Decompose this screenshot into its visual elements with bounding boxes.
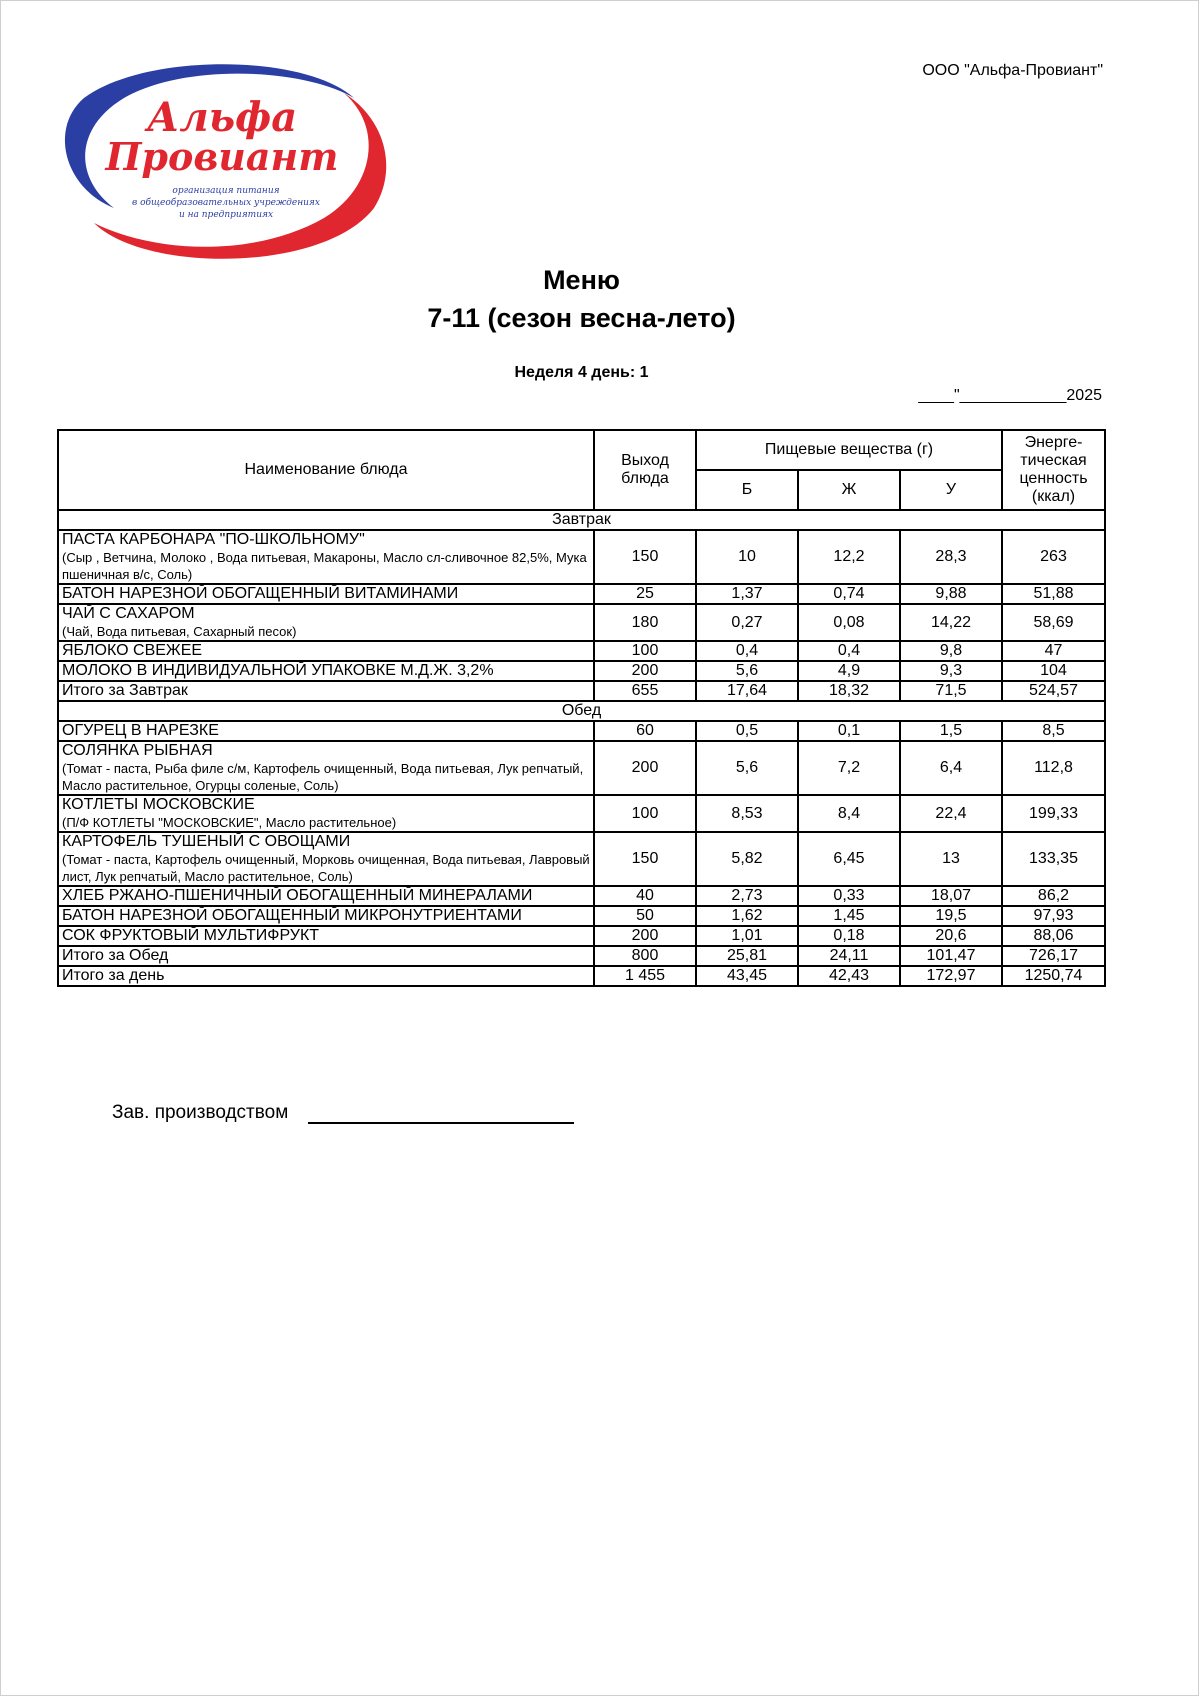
value-b: 5,6 [696, 741, 798, 795]
dish-name: ПАСТА КАРБОНАРА "ПО-ШКОЛЬНОМУ" [62, 531, 365, 548]
header-yield: Выход блюда [594, 430, 696, 510]
value-kcal: 133,35 [1002, 832, 1105, 886]
value-b: 2,73 [696, 886, 798, 906]
dish-name: ХЛЕБ РЖАНО-ПШЕНИЧНЫЙ ОБОГАЩЕННЫЙ МИНЕРАЛАМИ [62, 887, 533, 904]
dish-cell [58, 661, 594, 681]
header-nutrients: Пищевые вещества (г) [696, 430, 1002, 470]
value-zh: 0,1 [798, 721, 900, 741]
dish-name: ЯБЛОКО СВЕЖЕЕ [62, 642, 203, 659]
header-zh: Ж [798, 470, 900, 510]
value-u: 9,88 [900, 584, 1002, 604]
logo-line1: Альфа [146, 94, 298, 141]
dish-cell [58, 641, 594, 661]
value-b: 5,82 [696, 832, 798, 886]
date-line: ____"____________2025 [918, 387, 1102, 404]
day-total-kcal: 1250,74 [1002, 966, 1105, 986]
value-yield: 100 [594, 795, 696, 832]
dish-cell [58, 832, 594, 886]
value-yield: 200 [594, 661, 696, 681]
value-b: 0,5 [696, 721, 798, 741]
value-yield: 200 [594, 741, 696, 795]
dish-name: ЧАЙ С САХАРОМ [62, 605, 195, 622]
table-row [58, 926, 1105, 946]
value-b: 0,4 [696, 641, 798, 661]
value-u: 6,4 [900, 741, 1002, 795]
value-yield: 60 [594, 721, 696, 741]
dish-name: БАТОН НАРЕЗНОЙ ОБОГАЩЕННЫЙ ВИТАМИНАМИ [62, 585, 459, 602]
total-u: 101,47 [900, 946, 1002, 966]
value-kcal: 104 [1002, 661, 1105, 681]
value-yield: 100 [594, 641, 696, 661]
value-yield: 40 [594, 886, 696, 906]
value-zh: 0,18 [798, 926, 900, 946]
total-yield: 655 [594, 681, 696, 701]
total-row [58, 946, 1105, 966]
company-name: ООО "Альфа-Провиант" [922, 62, 1103, 79]
section-row [58, 510, 1105, 530]
value-kcal: 112,8 [1002, 741, 1105, 795]
dish-name: СОК ФРУКТОВЫЙ МУЛЬТИФРУКТ [62, 927, 320, 944]
value-yield: 200 [594, 926, 696, 946]
signature-label: Зав. производством [112, 1102, 289, 1123]
value-kcal: 58,69 [1002, 604, 1105, 641]
value-u: 28,3 [900, 530, 1002, 584]
table-row [58, 721, 1105, 741]
table-body [58, 510, 1105, 986]
dish-name: БАТОН НАРЕЗНОЙ ОБОГАЩЕННЫЙ МИКРОНУТРИЕНТАМИ [62, 907, 522, 924]
section-row [58, 701, 1105, 721]
total-kcal: 726,17 [1002, 946, 1105, 966]
dish-ingredients: (Сыр , Ветчина, Молоко , Вода питьевая, Макароны, Масло сл-сливочное 82,5%, Мука пшеничная в/с, Соль) [62, 550, 587, 582]
total-label: Итого за Обед [58, 946, 594, 966]
value-zh: 6,45 [798, 832, 900, 886]
logo-tagline1: организация питания [172, 186, 280, 196]
document-subtitle: 7-11 (сезон весна-лето) [427, 303, 736, 333]
value-kcal: 97,93 [1002, 906, 1105, 926]
header-name: Наименование блюда [58, 430, 594, 510]
value-zh: 8,4 [798, 795, 900, 832]
week-day: Неделя 4 день: 1 [514, 364, 649, 381]
logo-line2: Провиант [105, 134, 339, 179]
table-row [58, 641, 1105, 661]
menu-table [57, 429, 1106, 987]
value-zh: 4,9 [798, 661, 900, 681]
value-b: 8,53 [696, 795, 798, 832]
dish-name: МОЛОКО В ИНДИВИДУАЛЬНОЙ УПАКОВКЕ М.Д.Ж. 3,2% [62, 662, 494, 679]
dish-cell [58, 741, 594, 795]
value-kcal: 86,2 [1002, 886, 1105, 906]
value-yield: 50 [594, 906, 696, 926]
dish-cell [58, 584, 594, 604]
total-b: 25,81 [696, 946, 798, 966]
day-total-row [58, 966, 1105, 986]
total-label: Итого за Завтрак [58, 681, 594, 701]
value-zh: 0,08 [798, 604, 900, 641]
value-u: 1,5 [900, 721, 1002, 741]
header-b: Б [696, 470, 798, 510]
value-b: 0,27 [696, 604, 798, 641]
day-total-b: 43,45 [696, 966, 798, 986]
table-row [58, 795, 1105, 832]
dish-cell [58, 530, 594, 584]
table-row [58, 604, 1105, 641]
value-zh: 7,2 [798, 741, 900, 795]
section-title: Завтрак [58, 510, 1105, 530]
dish-ingredients: (Томат - паста, Картофель очищенный, Морковь очищенная, Вода питьевая, Лавровый лист, Лук репчатый, Масло растительное, Соль) [62, 852, 590, 884]
table-row [58, 906, 1105, 926]
value-yield: 150 [594, 530, 696, 584]
table-row [58, 530, 1105, 584]
dish-cell [58, 926, 594, 946]
day-total-yield: 1 455 [594, 966, 696, 986]
value-zh: 1,45 [798, 906, 900, 926]
value-kcal: 47 [1002, 641, 1105, 661]
value-u: 9,8 [900, 641, 1002, 661]
table-row [58, 832, 1105, 886]
value-u: 9,3 [900, 661, 1002, 681]
logo-tagline3: и на предприятиях [178, 210, 274, 220]
table-row [58, 886, 1105, 906]
total-zh: 24,11 [798, 946, 900, 966]
dish-cell [58, 795, 594, 832]
value-kcal: 88,06 [1002, 926, 1105, 946]
value-kcal: 8,5 [1002, 721, 1105, 741]
header-u: У [900, 470, 1002, 510]
dish-name: ОГУРЕЦ В НАРЕЗКЕ [62, 722, 219, 739]
value-b: 10 [696, 530, 798, 584]
dish-cell [58, 604, 594, 641]
value-zh: 12,2 [798, 530, 900, 584]
dish-cell [58, 886, 594, 906]
value-b: 1,01 [696, 926, 798, 946]
dish-name: КОТЛЕТЫ МОСКОВСКИЕ [62, 796, 255, 813]
total-yield: 800 [594, 946, 696, 966]
value-zh: 0,4 [798, 641, 900, 661]
value-yield: 180 [594, 604, 696, 641]
value-u: 18,07 [900, 886, 1002, 906]
total-row [58, 681, 1105, 701]
dish-ingredients: (Чай, Вода питьевая, Сахарный песок) [62, 624, 297, 639]
total-zh: 18,32 [798, 681, 900, 701]
value-zh: 0,74 [798, 584, 900, 604]
logo-tagline2: в общеобразовательных учреждениях [132, 198, 320, 208]
dish-name: СОЛЯНКА РЫБНАЯ [62, 742, 213, 759]
value-kcal: 263 [1002, 530, 1105, 584]
value-kcal: 51,88 [1002, 584, 1105, 604]
dish-name: КАРТОФЕЛЬ ТУШЕНЫЙ С ОВОЩАМИ [62, 833, 351, 850]
signature-line [308, 1122, 574, 1124]
total-u: 71,5 [900, 681, 1002, 701]
dish-ingredients: (Томат - паста, Рыба филе с/м, Картофель очищенный, Вода питьевая, Лук репчатый, Масло растительное, Огурцы соленые, Соль) [62, 761, 584, 793]
total-b: 17,64 [696, 681, 798, 701]
header-energy: Энерге-тическая ценность (ккал) [1002, 430, 1105, 510]
value-u: 22,4 [900, 795, 1002, 832]
value-kcal: 199,33 [1002, 795, 1105, 832]
total-kcal: 524,57 [1002, 681, 1105, 701]
value-b: 1,37 [696, 584, 798, 604]
table-row [58, 661, 1105, 681]
table-header [58, 430, 1105, 510]
day-total-label: Итого за день [58, 966, 594, 986]
dish-ingredients: (П/Ф КОТЛЕТЫ "МОСКОВСКИЕ", Масло растительное) [62, 815, 397, 830]
value-yield: 25 [594, 584, 696, 604]
value-b: 1,62 [696, 906, 798, 926]
day-total-zh: 42,43 [798, 966, 900, 986]
dish-cell [58, 906, 594, 926]
dish-cell [58, 721, 594, 741]
day-total-u: 172,97 [900, 966, 1002, 986]
value-yield: 150 [594, 832, 696, 886]
table-row [58, 584, 1105, 604]
value-u: 20,6 [900, 926, 1002, 946]
table-row [58, 741, 1105, 795]
company-logo [54, 58, 388, 266]
value-u: 14,22 [900, 604, 1002, 641]
value-b: 5,6 [696, 661, 798, 681]
value-zh: 0,33 [798, 886, 900, 906]
section-title: Обед [58, 701, 1105, 721]
value-u: 13 [900, 832, 1002, 886]
value-u: 19,5 [900, 906, 1002, 926]
document-title: Меню [543, 265, 620, 295]
